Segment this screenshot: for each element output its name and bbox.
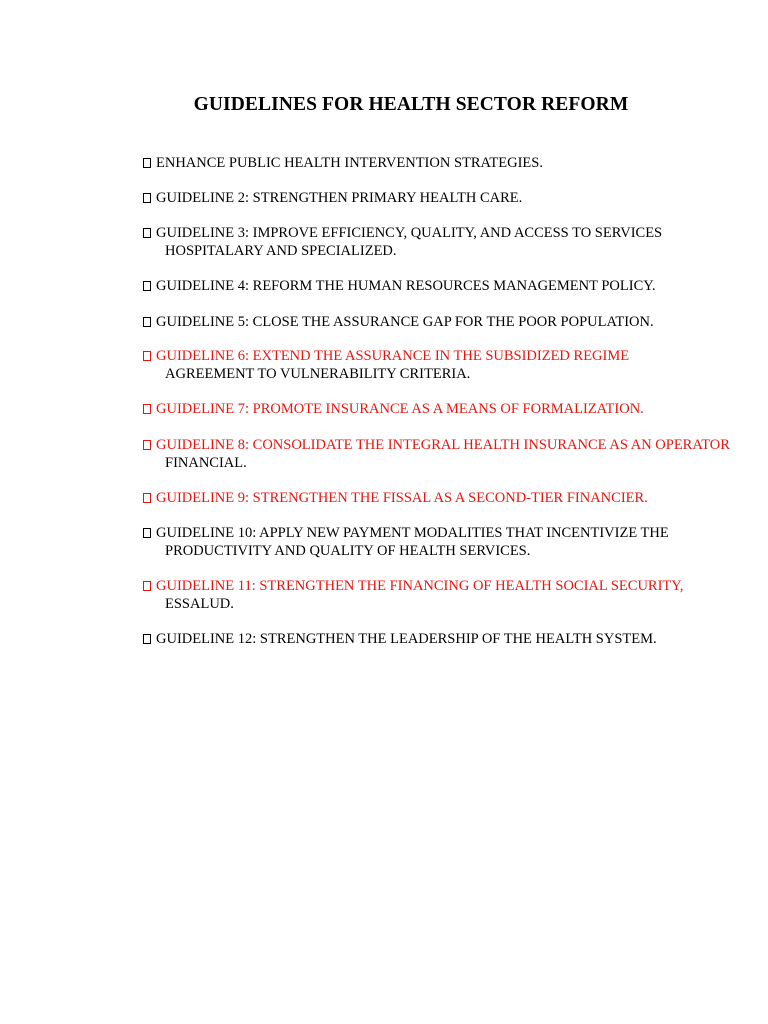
guideline-text: ENHANCE PUBLIC HEALTH INTERVENTION STRATEGIES.	[156, 155, 543, 171]
guideline-text: GUIDELINE 10: APPLY NEW PAYMENT MODALITIES THAT INCENTIVIZE THE	[156, 525, 669, 541]
guideline-item-10	[143, 525, 743, 560]
guideline-text: GUIDELINE 12: STRENGTHEN THE LEADERSHIP OF THE HEALTH SYSTEM.	[156, 631, 657, 647]
guideline-text-continued: ESSALUD.	[165, 595, 234, 612]
guideline-text: GUIDELINE 3: IMPROVE EFFICIENCY, QUALITY, AND ACCESS TO SERVICES	[156, 225, 663, 241]
square-bullet-icon	[143, 634, 151, 644]
square-bullet-icon	[143, 404, 151, 414]
guideline-text: GUIDELINE 8: CONSOLIDATE THE INTEGRAL HEALTH INSURANCE AS AN OPERATOR	[156, 437, 730, 453]
square-bullet-icon	[143, 281, 151, 291]
guideline-item-8	[143, 437, 743, 472]
guideline-text: GUIDELINE 6: EXTEND THE ASSURANCE IN THE SUBSIDIZED REGIME	[156, 348, 630, 364]
guideline-text: GUIDELINE 5: CLOSE THE ASSURANCE GAP FOR THE POOR POPULATION.	[156, 314, 654, 330]
guideline-item-5	[143, 314, 743, 332]
square-bullet-icon	[143, 193, 151, 203]
document-title: GUIDELINES FOR HEALTH SECTOR REFORM	[193, 94, 629, 115]
guideline-text: GUIDELINE 4: REFORM THE HUMAN RESOURCES MANAGEMENT POLICY.	[156, 278, 656, 294]
square-bullet-icon	[143, 228, 151, 238]
guideline-text-continued: FINANCIAL.	[165, 454, 247, 471]
square-bullet-icon	[143, 351, 151, 361]
guideline-item-6	[143, 348, 743, 383]
guideline-item-1	[143, 155, 743, 173]
guideline-text-continued: AGREEMENT TO VULNERABILITY CRITERIA.	[165, 365, 471, 382]
guideline-text-continued: PRODUCTIVITY AND QUALITY OF HEALTH SERVICES.	[165, 542, 531, 559]
square-bullet-icon	[143, 528, 151, 538]
square-bullet-icon	[143, 317, 151, 327]
guideline-item-9	[143, 490, 743, 508]
square-bullet-icon	[143, 158, 151, 168]
guideline-text: GUIDELINE 2: STRENGTHEN PRIMARY HEALTH CARE.	[156, 190, 523, 206]
guideline-item-4	[143, 278, 743, 296]
square-bullet-icon	[143, 493, 151, 503]
guideline-item-12	[143, 631, 743, 649]
guideline-item-11	[143, 578, 743, 613]
guideline-item-7	[143, 401, 743, 419]
square-bullet-icon	[143, 440, 151, 450]
guideline-text: GUIDELINE 9: STRENGTHEN THE FISSAL AS A SECOND-TIER FINANCIER.	[156, 490, 648, 506]
guideline-item-2	[143, 190, 743, 208]
guideline-item-3	[143, 225, 743, 260]
square-bullet-icon	[143, 581, 151, 591]
guideline-text-continued: HOSPITALARY AND SPECIALIZED.	[165, 242, 397, 259]
guideline-text: GUIDELINE 7: PROMOTE INSURANCE AS A MEANS OF FORMALIZATION.	[156, 401, 644, 417]
guideline-text: GUIDELINE 11: STRENGTHEN THE FINANCING OF HEALTH SOCIAL SECURITY,	[156, 578, 684, 594]
